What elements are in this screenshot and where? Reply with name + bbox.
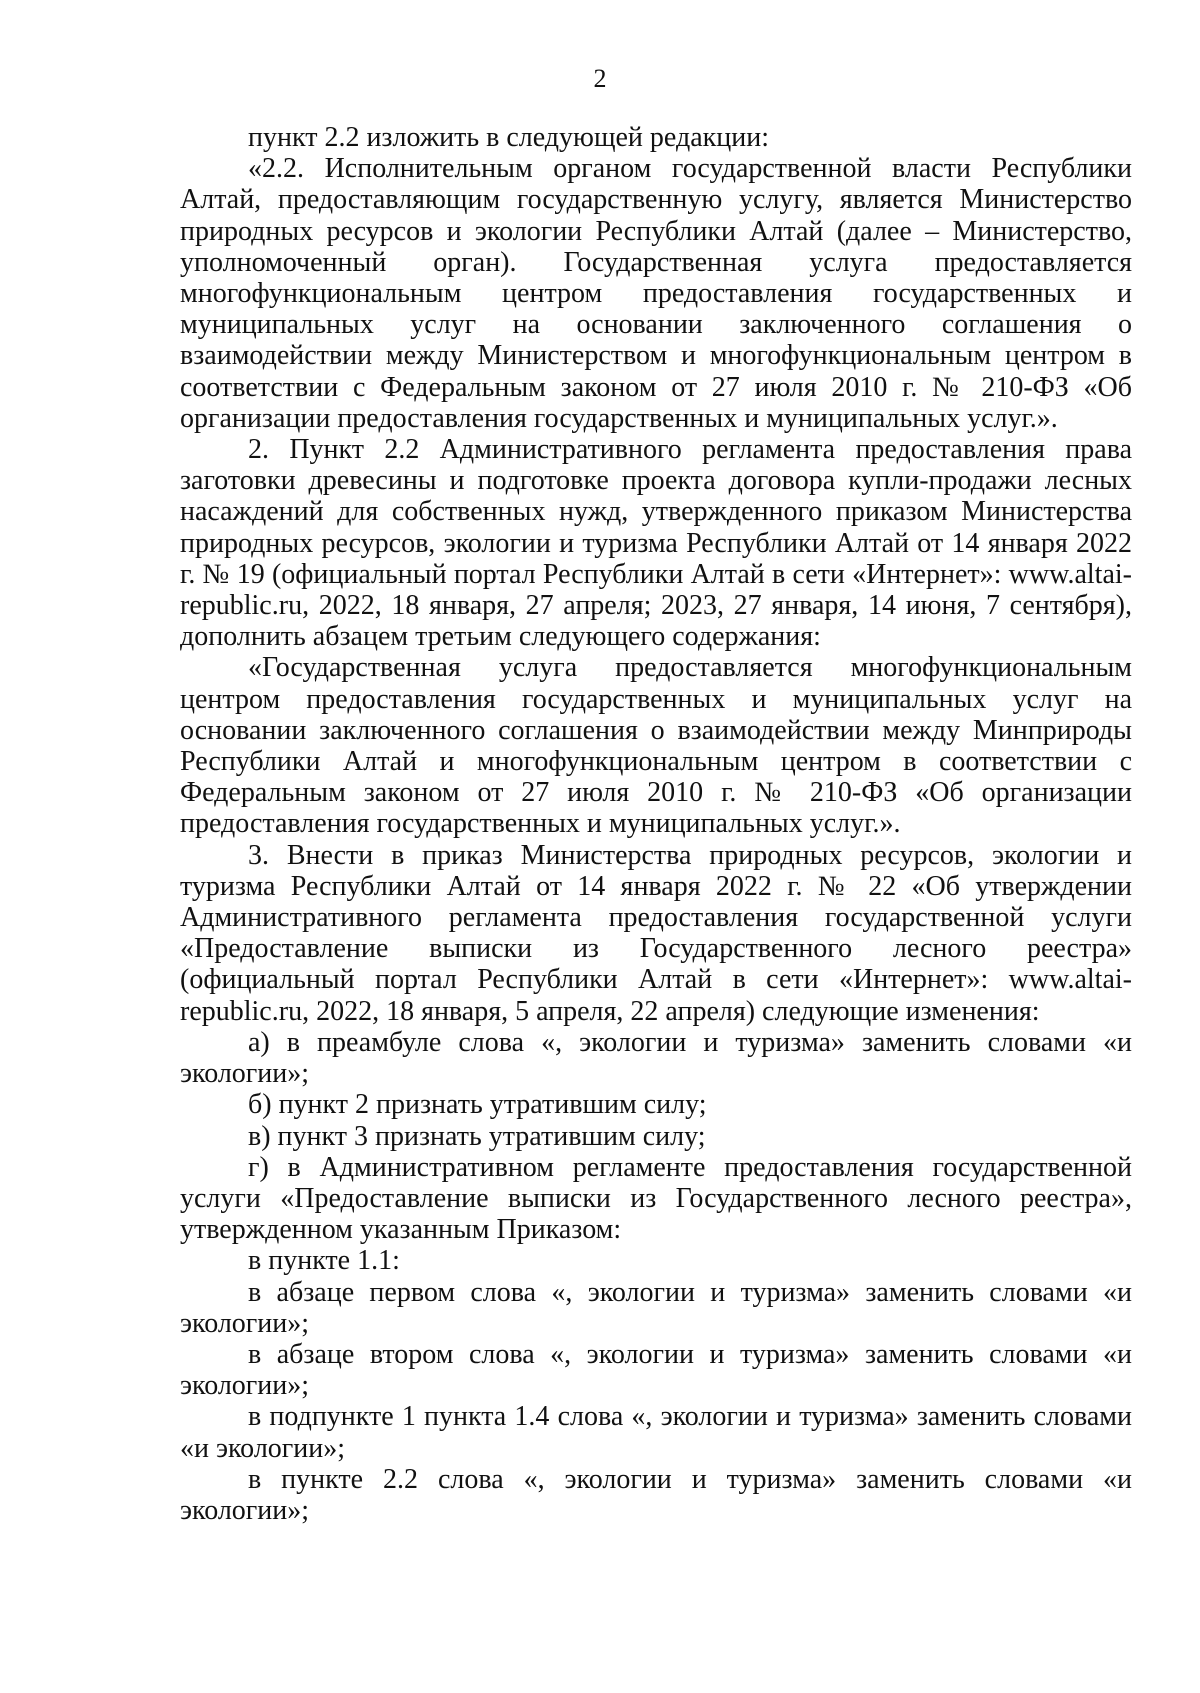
page-number: 2 bbox=[593, 64, 607, 93]
paragraph-subitem-a: а) в преамбуле слова «, экологии и туризма» заменить словами «и экологии»; bbox=[180, 1026, 1132, 1090]
paragraph-intro: пункт 2.2 изложить в следующей редакции: bbox=[248, 122, 769, 153]
paragraph-item-3: 3. Внести в приказ Министерства природных ресурсов, экологии и туризма Республики Алтай от 14 января 2022 г. № 22 «Об утверждении Административного регламента предоставления государственной услуги «Предоставление выписки из Государственного лесного реестра» (официальный портал Республики Алтай в сети «Интернет»: www.altai-republic.ru, 2022, 18 января, 5 апреля, 22 апреля) следующие изменения: bbox=[180, 839, 1132, 1027]
paragraph-first-abzac: в абзаце первом слова «, экологии и туризма» заменить словами «и экологии»; bbox=[180, 1276, 1132, 1339]
paragraph-subitem-b: б) пункт 2 признать утратившим силу; bbox=[248, 1089, 707, 1121]
paragraph-2-2-text: «2.2. Исполнительным органом государственной власти Республики Алтай, предоставляющим государственную услугу, является Министерство природных ресурсов и экологии Республики Алтай (далее – Министерство, уполномоченный орган). Государственная услуга предоставляется многофункциональным центром предоставления государственных и муниципальных услуг на основании заключенного соглашения о взаимодействии между Министерством и многофункциональным центром в соответствии с Федеральным законом от 27 июля 2010 г. № 210-ФЗ «Об организации предоставления государственных и муниципальных услуг.». bbox=[180, 153, 1132, 434]
paragraph-second-abzac: в абзаце втором слова «, экологии и туризма» заменить словами «и экологии»; bbox=[180, 1338, 1132, 1402]
paragraph-subitem-g: г) в Административном регламенте предоставления государственной услуги «Предоставление выписки из Государственного лесного реестра», утвержденном указанным Приказом: bbox=[180, 1151, 1132, 1246]
paragraph-subpoint-1-4: в подпункте 1 пункта 1.4 слова «, экологии и туризма» заменить словами «и экологии»; bbox=[180, 1401, 1132, 1464]
paragraph-point-2-2: в пункте 2.2 слова «, экологии и туризма» заменить словами «и экологии»; bbox=[180, 1463, 1132, 1526]
paragraph-point-1-1: в пункте 1.1: bbox=[248, 1245, 400, 1277]
paragraph-item-2-quote: «Государственная услуга предоставляется многофункциональным центром предоставления государственных и муниципальных услуг на основании заключенного соглашения о взаимодействии между Минприроды Республики Алтай и многофункциональным центром в соответствии с Федеральным законом от 27 июля 2010 г. № 210-ФЗ «Об организации предоставления государственных и муниципальных услуг.». bbox=[180, 652, 1132, 840]
paragraph-item-2: 2. Пункт 2.2 Административного регламента предоставления права заготовки древесины и подготовке проекта договора купли-продажи лесных насаждений для собственных нужд, утвержденного приказом Министерства природных ресурсов, экологии и туризма Республики Алтай от 14 января 2022 г. № 19 (официальный портал Республики Алтай в сети «Интернет»: www.altai-republic.ru, 2022, 18 января, 27 апреля; 2023, 27 января, 14 июня, 7 сентября), дополнить абзацем третьим следующего содержания: bbox=[180, 434, 1132, 653]
document-body bbox=[180, 122, 1132, 1526]
paragraph-subitem-v: в) пункт 3 признать утратившим силу; bbox=[248, 1120, 706, 1152]
